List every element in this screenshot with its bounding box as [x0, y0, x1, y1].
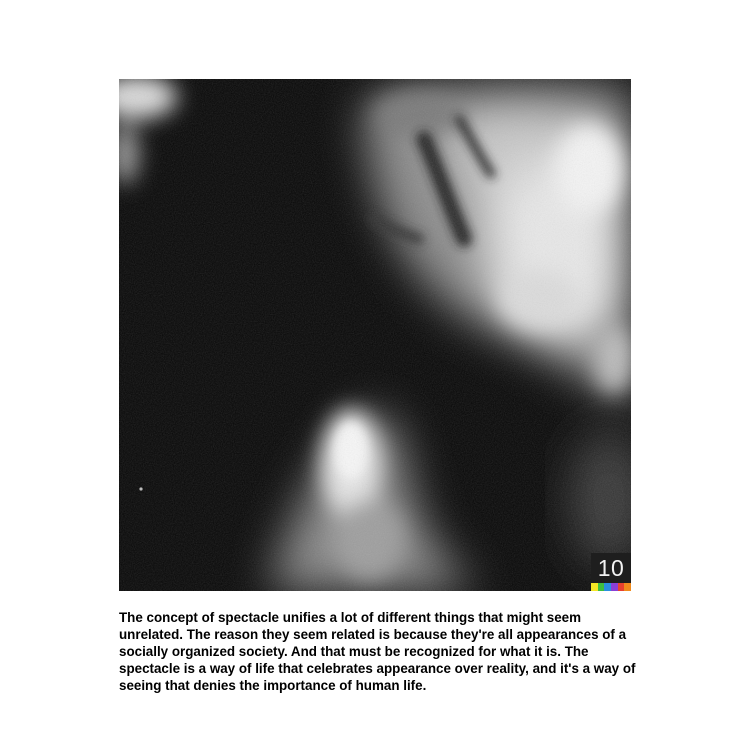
- color-swatch: [604, 583, 611, 591]
- color-swatch: [591, 583, 598, 591]
- color-swatch: [618, 583, 625, 591]
- page-number-badge: [591, 553, 631, 591]
- photo: [119, 79, 631, 591]
- grayscale-photo-image: [119, 79, 631, 591]
- color-swatch: [624, 583, 631, 591]
- page-number: 10: [597, 555, 625, 581]
- color-strip: [591, 583, 631, 591]
- color-swatch: [611, 583, 618, 591]
- caption-text: The concept of spectacle unifies a lot of different things that might seem unrelated. The reason they seem related is because they're all appearances of a socially organized society. And that must be recognized for what it is. The spectacle is a way of life that celebrates appearance over reality, and it's a way of seeing that denies the importance of human life.: [119, 610, 636, 693]
- color-swatch: [598, 583, 605, 591]
